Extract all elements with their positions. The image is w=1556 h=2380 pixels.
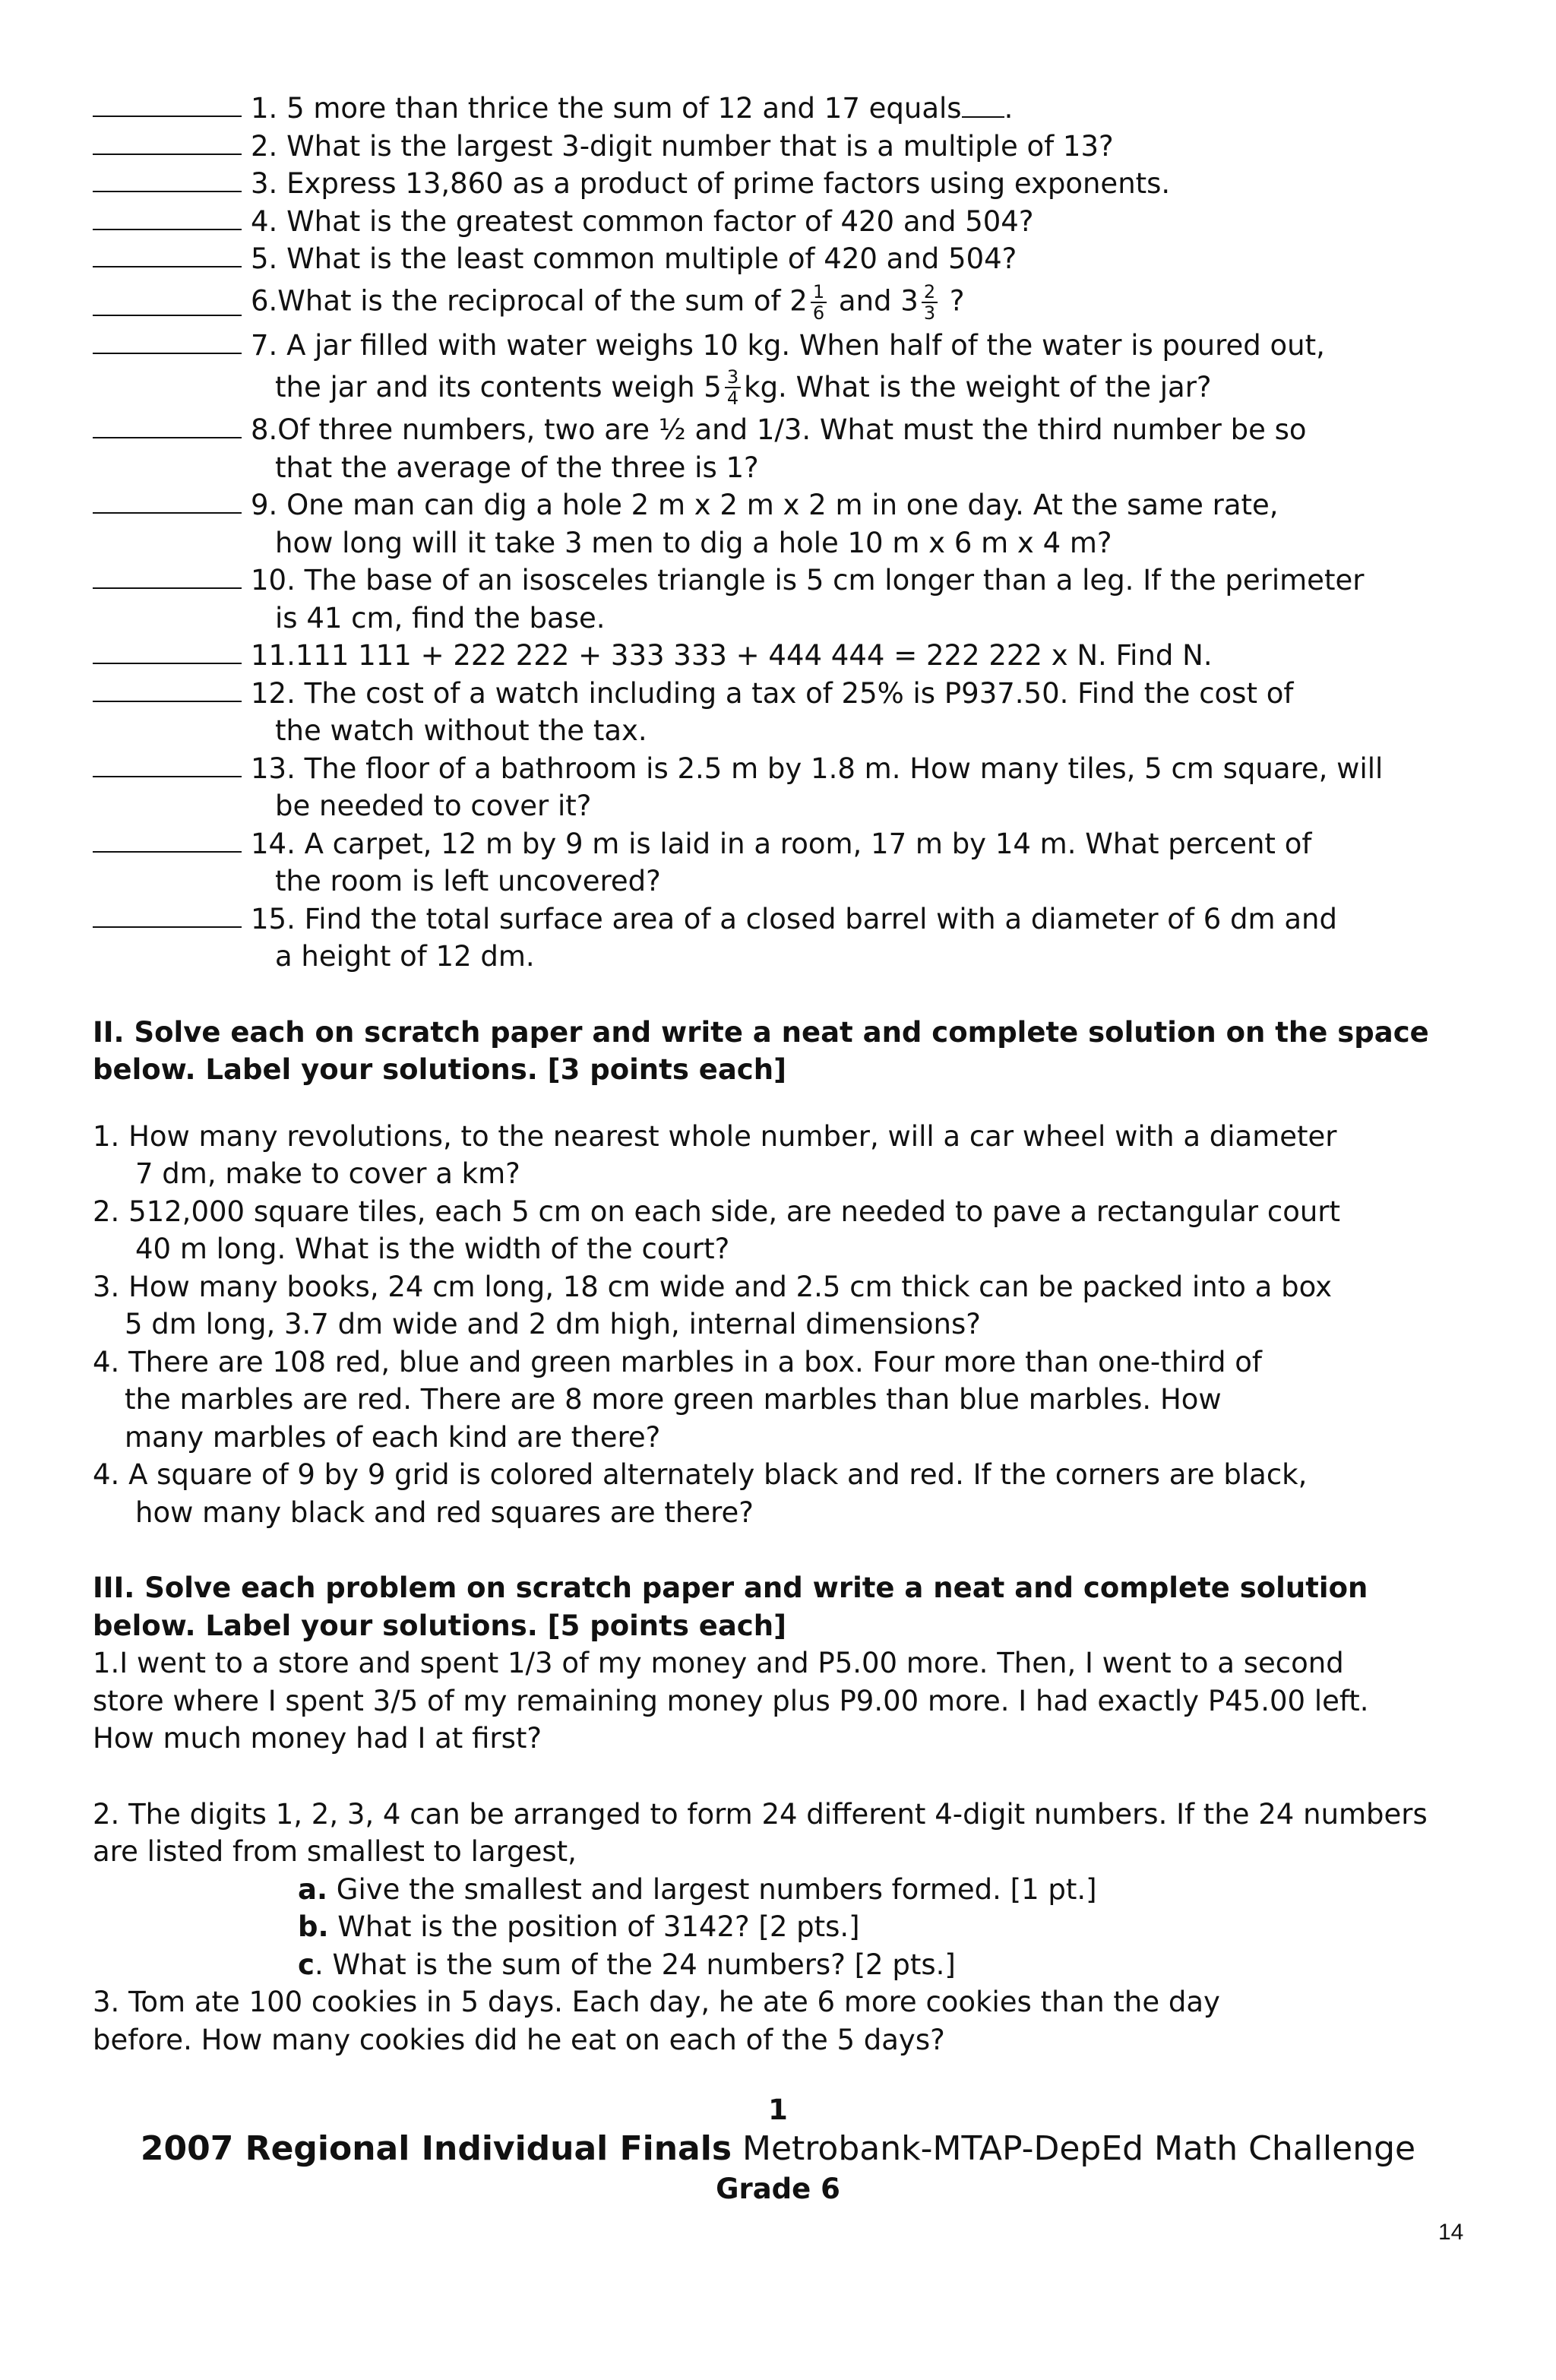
question-text: 15. Find the total surface area of a closed barrel with a diameter of 6 dm and <box>251 902 1337 935</box>
question-14 <box>93 825 1460 863</box>
part2-item-3-continuation: 5 dm long, 3.7 dm wide and 2 dm high, internal dimensions? <box>125 1308 981 1340</box>
sub-label: c <box>298 1948 315 1981</box>
answer-blank-14[interactable] <box>93 825 242 853</box>
question-3 <box>93 165 1460 203</box>
answer-blank-7[interactable] <box>93 327 242 354</box>
spacer <box>93 1089 1460 1118</box>
footer-title-rest: Metrobank-MTAP-DepEd Math Challenge <box>742 2129 1416 2168</box>
question-14-continuation: the room is left uncovered? <box>275 865 661 897</box>
question-text: 2. What is the largest 3-digit number that is a multiple of 13? <box>251 129 1114 163</box>
sub-text: Give the smallest and largest numbers formed. [1 pt.] <box>327 1872 1097 1906</box>
question-text: 6.What is the reciprocal of the sum of 2 <box>251 284 808 317</box>
question-text: kg. What is the weight of the jar? <box>744 371 1212 404</box>
question-text: 4. What is the greatest common factor of 420 and 504? <box>251 204 1034 238</box>
answer-blank-13[interactable] <box>93 750 242 777</box>
problem-2-line-1: 2. The digits 1, 2, 3, 4 can be arranged to form 24 different 4-digit numbers. If the 24 numbers <box>93 1797 1428 1831</box>
question-10-continuation: is 41 cm, find the base. <box>275 601 606 635</box>
question-6 <box>93 278 1460 327</box>
answer-blank-9[interactable] <box>93 486 242 514</box>
question-7-continuation <box>93 364 1460 411</box>
question-punct: ? <box>949 284 965 317</box>
fraction <box>725 367 741 408</box>
sub-text: . What is the sum of the 24 numbers? [2 pts.] <box>314 1948 956 1981</box>
answer-blank-15[interactable] <box>93 900 242 928</box>
part2-heading-line2: below. Label your solutions. [3 points each] <box>93 1053 786 1086</box>
page-center-number: 1 <box>768 2094 788 2126</box>
problem-2-line-2: are listed from smallest to largest, <box>93 1835 577 1868</box>
question-text: 5. What is the least common multiple of 420 and 504? <box>251 242 1017 275</box>
part2-item-1-continuation: 7 dm, make to cover a km? <box>135 1157 520 1190</box>
part1-list <box>93 90 1460 976</box>
question-11 <box>93 637 1460 675</box>
problem-3-line-1: 3. Tom ate 100 cookies in 5 days. Each day, he ate 6 more cookies than the day <box>93 1986 1220 2018</box>
part2-item-4: 4. There are 108 red, blue and green marbles in a box. Four more than one-third of <box>93 1345 1262 1378</box>
question-8-continuation: that the average of the three is 1? <box>275 451 759 484</box>
answer-blank-5[interactable] <box>93 240 242 267</box>
problem-3-line-2: before. How many cookies did he eat on each of the 5 days? <box>93 2023 945 2056</box>
question-15 <box>93 900 1460 938</box>
answer-blank-3[interactable] <box>93 165 242 192</box>
fraction-denominator: 6 <box>812 302 825 324</box>
part2-item-4-continuation: the marbles are red. There are 8 more green marbles than blue marbles. How <box>125 1383 1222 1416</box>
problem-2-sub-c <box>93 1946 1460 1984</box>
question-text: 14. A carpet, 12 m by 9 m is laid in a room, 17 m by 14 m. What percent of <box>251 827 1312 860</box>
fraction <box>922 282 938 323</box>
question-text: 11.111 111 + 222 222 + 333 333 + 444 444 = 222 222 x N. Find N. <box>251 639 1213 672</box>
question-text: 1. 5 more than thrice the sum of 12 and 17 equals <box>251 92 962 125</box>
part2-item-2: 2. 512,000 square tiles, each 5 cm on each side, are needed to pave a rectangular court <box>93 1195 1341 1228</box>
question-13 <box>93 750 1460 788</box>
answer-blank-10[interactable] <box>93 562 242 589</box>
fraction-numerator: 2 <box>922 282 938 303</box>
question-12 <box>93 675 1460 713</box>
question-9 <box>93 486 1460 524</box>
part2-item-5: 4. A square of 9 by 9 grid is colored alternately black and red. If the corners are black, <box>93 1458 1308 1491</box>
question-5 <box>93 240 1460 278</box>
question-text: 10. The base of an isosceles triangle is 5 cm longer than a leg. If the perimeter <box>251 564 1365 597</box>
part2-item-5-continuation: how many black and red squares are there? <box>135 1495 754 1529</box>
question-text: 9. One man can dig a hole 2 m x 2 m x 2 m in one day. At the same rate, <box>251 489 1279 521</box>
part2-section <box>93 1014 1460 1532</box>
question-12-continuation: the watch without the tax. <box>275 714 647 747</box>
question-2 <box>93 128 1460 166</box>
question-9-continuation: how long will it take 3 men to dig a hole 10 m x 6 m x 4 m? <box>275 526 1112 559</box>
question-text: 7. A jar filled with water weighs 10 kg. When half of the water is poured out, <box>251 328 1325 362</box>
worksheet-page <box>93 90 1460 2059</box>
fraction <box>811 282 827 323</box>
question-13-continuation: be needed to cover it? <box>275 790 592 822</box>
problem-2-sub-a <box>93 1871 1460 1909</box>
spacer <box>93 1531 1460 1569</box>
fraction-denominator: 3 <box>923 302 936 324</box>
part3-heading-line2: below. Label your solutions. [5 points each] <box>93 1609 786 1642</box>
question-15-continuation: a height of 12 dm. <box>275 940 535 973</box>
question-4 <box>93 203 1460 241</box>
sub-text: What is the position of 3142? [2 pts.] <box>328 1910 860 1943</box>
inline-blank[interactable] <box>962 93 1004 118</box>
question-punct: . <box>1004 92 1014 125</box>
answer-blank-11[interactable] <box>93 637 242 664</box>
part2-item-3: 3. How many books, 24 cm long, 18 cm wide and 2.5 cm thick can be packed into a box <box>93 1270 1332 1303</box>
question-text: 13. The floor of a bathroom is 2.5 m by 1.8 m. How many tiles, 5 cm square, will <box>251 752 1384 785</box>
footer-grade: Grade 6 <box>716 2173 840 2205</box>
part2-item-2-continuation: 40 m long. What is the width of the court? <box>135 1233 730 1265</box>
part2-item-1: 1. How many revolutions, to the nearest whole number, will a car wheel with a diameter <box>93 1119 1337 1153</box>
question-1 <box>93 90 1460 128</box>
footer-title <box>0 2128 1556 2170</box>
page-number: 14 <box>1438 2220 1464 2245</box>
question-text: 12. The cost of a watch including a tax of 25% is P937.50. Find the cost of <box>251 676 1294 710</box>
part2-heading: II. Solve each on scratch paper and write a neat and complete solution on the space <box>93 1015 1429 1049</box>
answer-blank-4[interactable] <box>93 203 242 230</box>
question-8 <box>93 411 1460 449</box>
sub-label: a. <box>298 1872 328 1906</box>
answer-blank-12[interactable] <box>93 675 242 702</box>
spacer <box>93 976 1460 1014</box>
part3-section <box>93 1569 1460 2059</box>
footer-title-bold: 2007 Regional Individual Finals <box>140 2129 732 2168</box>
spacer <box>93 1758 1460 1796</box>
problem-1-line-3: How much money had I at first? <box>93 1722 542 1755</box>
question-7 <box>93 327 1460 365</box>
part3-heading: III. Solve each problem on scratch paper and write a neat and complete solution <box>93 1571 1368 1604</box>
question-text: and 3 <box>838 284 919 317</box>
problem-1-line-1: 1.I went to a store and spent 1/3 of my money and P5.00 more. Then, I went to a second <box>93 1647 1344 1679</box>
fraction-numerator: 1 <box>811 282 827 303</box>
question-text: the jar and its contents weigh 5 <box>275 371 722 404</box>
problem-1-line-2: store where I spent 3/5 of my remaining money plus P9.00 more. I had exactly P45.00 left. <box>93 1684 1369 1717</box>
question-10 <box>93 562 1460 600</box>
answer-blank-1[interactable] <box>93 90 242 117</box>
answer-blank-6[interactable] <box>93 289 242 316</box>
sub-label: b. <box>298 1910 329 1943</box>
answer-blank-2[interactable] <box>93 128 242 155</box>
question-text: 8.Of three numbers, two are ½ and 1/3. What must the third number be so <box>251 413 1307 446</box>
fraction-denominator: 4 <box>726 388 739 409</box>
answer-blank-8[interactable] <box>93 411 242 438</box>
fraction-numerator: 3 <box>725 367 741 388</box>
question-text: 3. Express 13,860 as a product of prime factors using exponents. <box>251 167 1171 200</box>
part2-item-4-continuation-2: many marbles of each kind are there? <box>125 1420 661 1454</box>
problem-2-sub-b <box>93 1908 1460 1946</box>
